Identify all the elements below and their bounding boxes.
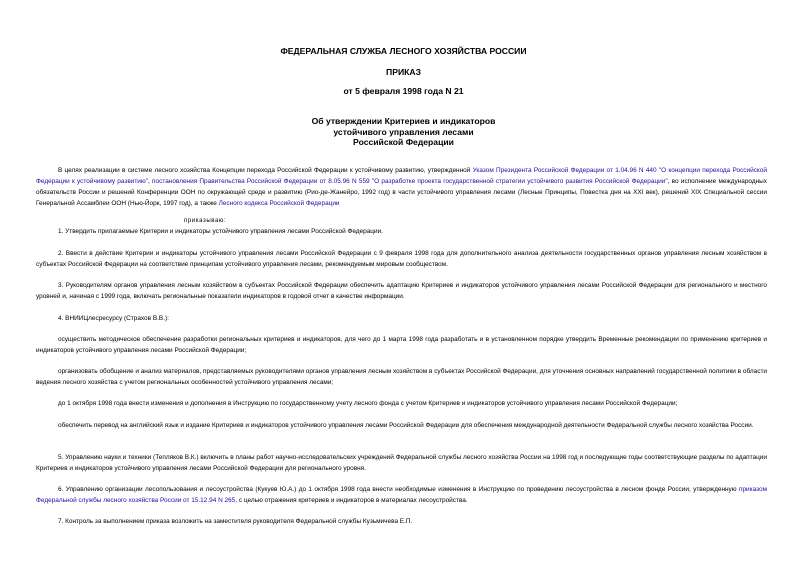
document-title-line-3: Российской Федерации xyxy=(353,137,454,147)
preamble-paragraph xyxy=(36,165,767,209)
item-4-subitem-a: осуществить методическое обеспечение разработки региональных критериев и индикаторов, для чего до 1 марта 1998 года разработать и в установленном порядке утвердить Временные рекомендации по применению критериев и индикаторов устойчивого управления лесами Российской Федерации; xyxy=(36,336,767,354)
item-3: 3. Руководителям органов управления лесным хозяйством в субъектах Российской Федерации обеспечить адаптацию Критериев и индикаторов устойчивого управления лесами Российской Федерации для регионального и местного уровней и, начиная с 1999 года, включать региональные показатели индикаторов в годовой отчет в качестве информации. xyxy=(36,282,767,300)
preamble-text-3: , во исполнение международных обязательств России и решений Конференции ООН по окружающей среде и развитию (Рио-де-Жанейро, 1992 год) в части устойчивого управления лесами (Лесные Принципы, Повестка дня на XXI век), решений XIX Специальной сессии Генеральной Ассамблеи ООН (Нью-Йорк, 1997 год), а также xyxy=(36,178,767,207)
prikazyvayu-label: приказываю: xyxy=(184,218,227,224)
document-title-line-1: Об утверждении Критериев и индикаторов xyxy=(311,116,496,126)
item-4-subitem-b: организовать обобщение и анализ материалов, представляемых руководителями органов управления лесным хозяйством в субъектах Российской Федерации, для уточнения основных направлений государственной политики в области ведения лесного хозяйства с учетом региональных особенностей устойчивого управления лесами; xyxy=(36,368,767,386)
link-order-265[interactable]: приказом Федеральной службы лесного хозяйства России от 15.12.94 N 265 xyxy=(36,486,767,504)
item-4-subitem-d: обеспечить перевод на английский язык и издание Критериев и индикаторов устойчивого управления лесами Российской Федерации для обеспечения международной деятельности Федеральной службы лесного хозяйства России. xyxy=(58,422,754,429)
item-5: 5. Управлению науки и техники (Тепляков В.К.) включить в планы работ научно-исследовательских учреждений Федеральной службы лесного хозяйства России на 1998 год и последующие годы соответствующие разделы по адаптации Критериев и индикаторов устойчивого управления лесами Российской Федерации для регионального уровня. xyxy=(36,454,767,472)
document-date-number: от 5 февраля 1998 года N 21 xyxy=(343,86,464,96)
preamble-text-1: В целях реализации в системе лесного хозяйства Концепции перехода Российской Федерации к устойчивому развитию, утвержденной xyxy=(58,167,473,174)
item-4: 4. ВНИИЦлесресурсу (Страхов В.В.): xyxy=(58,315,169,322)
link-forest-code[interactable]: Лесного кодекса Российской Федерации xyxy=(218,200,340,207)
preamble-text-2: , xyxy=(148,178,153,185)
item-7: 7. Контроль за выполнением приказа возложить на заместителя руководителя Федеральной службы Кузьмичева Е.П. xyxy=(58,518,413,525)
document-title-line-2: устойчивого управления лесами xyxy=(333,126,474,137)
item-2: 2. Ввести в действие Критерии и индикаторы устойчивого управления лесами Российской Федерации с 9 февраля 1998 года для дополнительного анализа деятельности государственных органов управления лесным хозяйством в субъектах Российской Федерации на соответствие принципам устойчивого управления лесами, рекомендуемым мировым сообществом. xyxy=(36,250,767,268)
document-type: ПРИКАЗ xyxy=(386,67,421,77)
link-government-resolution[interactable]: постановления Правительства Российской Федерации от 8.05.96 N 559 "О разработке проекта государственной стратегии устойчивого развития Российской Федерации" xyxy=(152,178,668,185)
link-presidential-decree[interactable]: Указом Президента Российской Федерации от 1.04.96 N 440 "О концепции перехода Российской Федерации к устойчивому развитию" xyxy=(36,167,767,185)
item-4-subitem-c: до 1 октября 1998 года внести изменения и дополнения в Инструкцию по государственному учету лесного фонда с учетом Критериев и индикаторов устойчивого управления лесами Российской Федерации; xyxy=(58,400,678,407)
item-6-text-1: 6. Управлению организации лесопользования и лесоустройства (Кукуев Ю.А.) до 1 октября 1998 года внести необходимые изменения в Инструкцию по проведению лесоустройства в лесном фонде России, утвержденную xyxy=(58,486,739,493)
item-6 xyxy=(36,484,767,506)
agency-name: ФЕДЕРАЛЬНАЯ СЛУЖБА ЛЕСНОГО ХОЗЯЙСТВА РОССИИ xyxy=(280,46,527,56)
item-1: 1. Утвердить прилагаемые Критерии и индикаторы устойчивого управления лесами Российской Федерации. xyxy=(58,228,383,235)
item-6-text-2: , с целью отражения критериев и индикаторов в материалах лесоустройства. xyxy=(235,497,468,504)
